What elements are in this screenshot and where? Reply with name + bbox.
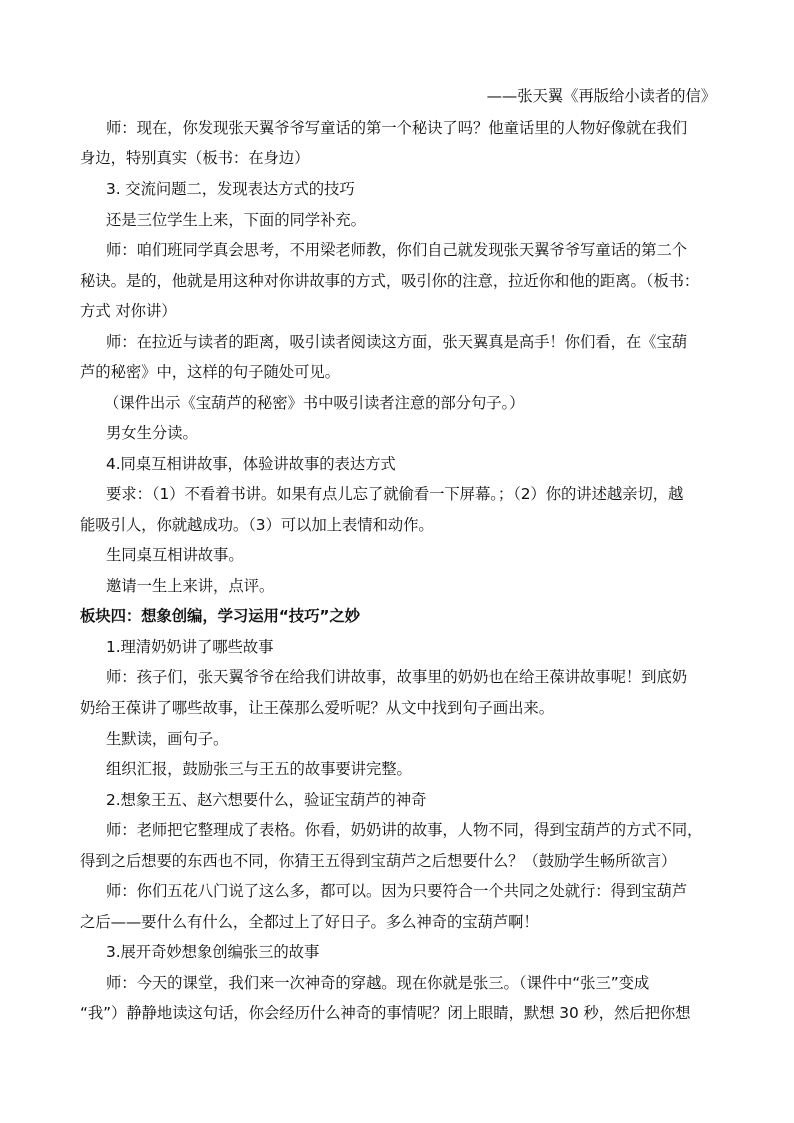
paragraph-line: 身边，特别真实（板书：在身边）: [80, 149, 310, 167]
paragraph-line: 能吸引人，你就越成功。（3）可以加上表情和动作。: [80, 516, 434, 534]
paragraph-line: 还是三位学生上来，下面的同学补充。: [106, 211, 366, 229]
paragraph-line: 芦的秘密》中，这样的句子随处可见。: [80, 363, 340, 381]
paragraph-line: 组织汇报，鼓励张三与王五的故事要讲完整。: [106, 760, 412, 778]
section-heading: 1.理清奶奶讲了哪些故事: [106, 638, 274, 656]
paragraph-line: 方式 对你讲）: [80, 302, 177, 320]
paragraph-line: “我”）静静地读这句话，你会经历什么神奇的事情呢？闭上眼睛，默想 30 秒，然后把你想: [80, 1004, 691, 1022]
paragraph-line: 之后——要什么有什么，全都过上了好日子。多么神奇的宝葫芦啊！: [80, 913, 539, 931]
paragraph-line: （课件出示《宝葫芦的秘密》书中吸引读者注意的部分句子。）: [104, 394, 525, 412]
section-heading: 3. 交流问题二，发现表达方式的技巧: [106, 180, 355, 198]
paragraph-line: 师：现在，你发现张天翼爷爷写童话的第一个秘诀了吗？他童话里的人物好像就在我们: [106, 119, 688, 137]
section-heading: 4.同桌互相讲故事，体验讲故事的表达方式: [106, 455, 396, 473]
paragraph-line: 师：今天的课堂，我们来一次神奇的穿越。现在你就是张三。（课件中“张三”变成: [106, 974, 650, 992]
paragraph-line: 师：在拉近与读者的距离，吸引读者阅读这方面，张天翼真是高手！你们看，在《宝葫: [106, 333, 688, 351]
section-heading: 3.展开奇妙想象创编张三的故事: [106, 943, 320, 961]
paragraph-line: 师：孩子们，张天翼爷爷在给我们讲故事，故事里的奶奶也在给王葆讲故事呢！到底奶: [106, 668, 688, 686]
section-heading: 2.想象王五、赵六想要什么，验证宝葫芦的神奇: [106, 791, 427, 809]
paragraph-line: 要求：（1）不看着书讲。如果有点儿忘了就偷看一下屏幕。；（2）你的讲述越亲切，越: [106, 485, 684, 503]
paragraph-line: 生同桌互相讲故事。: [106, 546, 244, 564]
paragraph-line: 奶给王葆讲了哪些故事，让王葆那么爱听呢？从文中找到句子画出来。: [80, 699, 555, 717]
block-heading: 板块四：想象创编，学习运用“技巧”之妙: [80, 607, 360, 625]
quote-attribution: ——张天翼《再版给小读者的信》: [486, 87, 716, 105]
paragraph-line: 师：老师把它整理成了表格。你看，奶奶讲的故事，人物不同，得到宝葫芦的方式不同，: [106, 821, 703, 839]
paragraph-line: 生默读，画句子。: [106, 730, 229, 748]
paragraph-line: 邀请一生上来讲，点评。: [106, 577, 275, 595]
paragraph-line: 得到之后想要的东西也不同，你猜王五得到宝葫芦之后想要什么？（鼓励学生畅所欲言）: [80, 852, 677, 870]
paragraph-line: 师：你们五花八门说了这么多，都可以。因为只要符合一个共同之处就行：得到宝葫芦: [106, 882, 688, 900]
paragraph-line: 秘诀。是的，他就是用这种对你讲故事的方式，吸引你的注意，拉近你和他的距离。（板书：: [80, 272, 700, 290]
paragraph-line: 男女生分读。: [106, 424, 198, 442]
paragraph-line: 师：咱们班同学真会思考，不用梁老师教，你们自己就发现张天翼爷爷写童话的第二个: [106, 241, 688, 259]
